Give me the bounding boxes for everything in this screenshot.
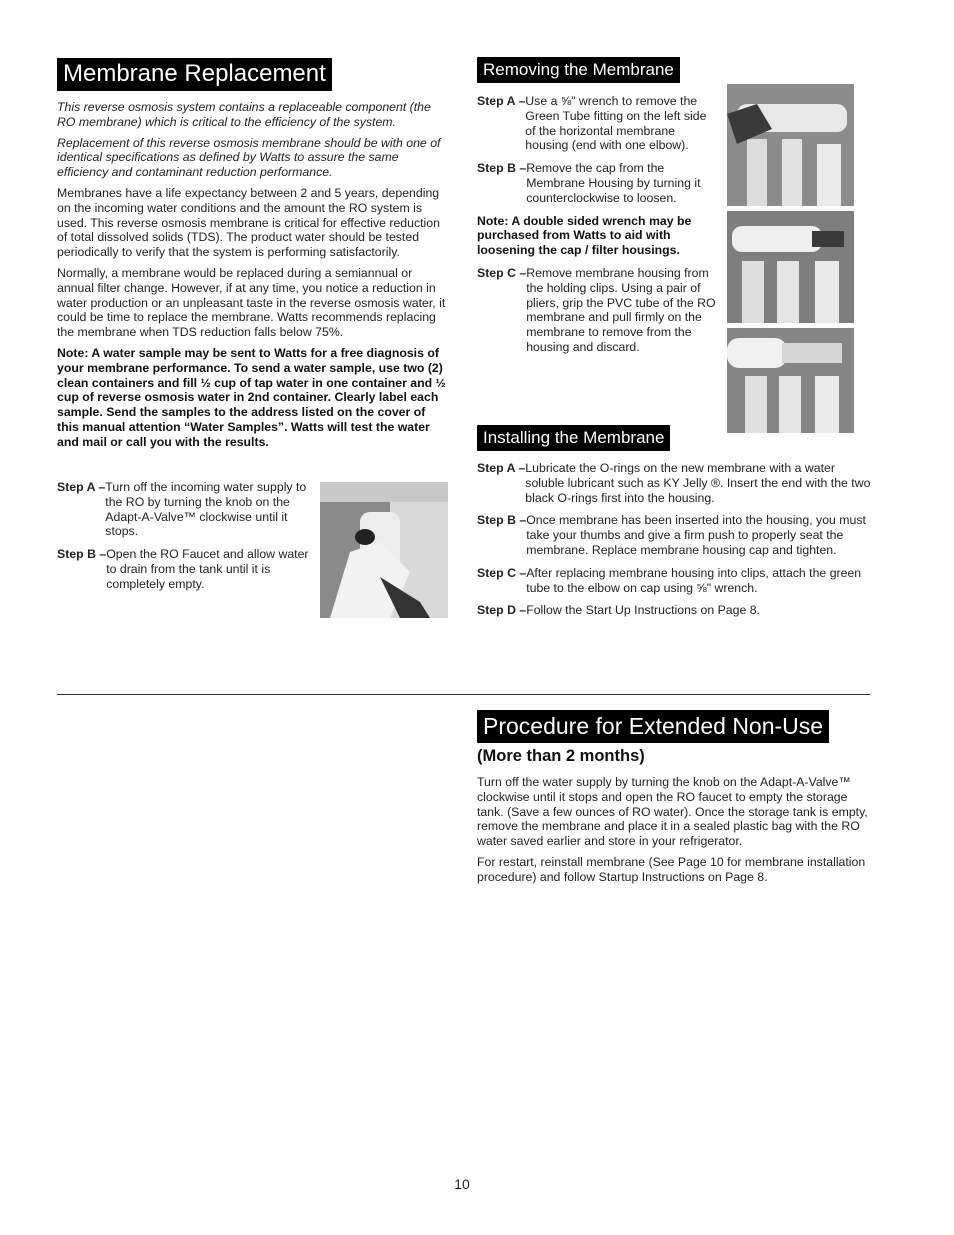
removing-membrane-title: Removing the Membrane — [477, 57, 680, 83]
step-text: Remove the cap from the Membrane Housing by turning it counterclockwise to loosen. — [526, 161, 701, 205]
extended-non-use-title: Procedure for Extended Non-Use — [477, 710, 829, 743]
shutoff-steps — [57, 480, 309, 592]
step-label: Step A – — [57, 480, 106, 494]
step-text: Remove membrane housing from the holding clips. Using a pair of pliers, grip the PVC tube of the RO membrane and pull firmly on the membrane to remove from the housing and discard. — [526, 265, 716, 354]
water-sample-note: Note: A water sample may be sent to Watts for a free diagnosis of your membrane performance. To send a water sample, use two (2) clean containers and fill ½ cup of tap water in one container and ½ cup of reverse osmosis water in 2nd container. Clearly label each sample. Send the samples to the address listed on the cover of this manual attention “Water Samples”. Watts will test the water and mail or call you with the results. — [57, 345, 446, 449]
step-label: Step B – — [477, 161, 527, 176]
installing-step-b — [477, 513, 872, 557]
section-divider — [57, 694, 870, 695]
removing-photo-1 — [727, 84, 854, 206]
removing-photo-2 — [727, 211, 854, 323]
non-use-paragraph-2: For restart, reinstall membrane (See Page 10 for membrane installation procedure) and follow Startup Instructions on Page 8. — [477, 854, 866, 884]
step-text: Open the RO Faucet and allow water to drain from the tank until it is completely empty. — [106, 547, 309, 591]
non-use-paragraph-1: Turn off the water supply by turning the knob on the Adapt-A-Valve™ clockwise until it stops and open the RO faucet to empty the storage tank. (Save a few ounces of RO water). Once the storage tank is empty, remove the membrane and place it in a sealed plastic bag with the RO water saved earlier and store in your refrigerator. — [477, 775, 868, 849]
page-number: 10 — [454, 1176, 470, 1192]
step-label: Step A – — [477, 94, 526, 108]
installing-membrane-title: Installing the Membrane — [477, 425, 670, 451]
step-label: Step D – — [477, 603, 527, 618]
step-text: Once membrane has been inserted into the housing, you must take your thumbs and give a firm push to properly seat the membrane. Replace membrane housing cap and tighten. — [526, 513, 866, 557]
installing-step-d — [477, 603, 872, 618]
step-label: Step C – — [477, 265, 527, 280]
replacement-timing-paragraph: Normally, a membrane would be replaced during a semiannual or annual filter change. However, if at any time, you notice a reduction in water production or an unpleasant taste in the reverse osmosis water, it could be time to replace the membrane. Watts recommends replacing the membrane when TDS reduction falls below 75%. — [57, 265, 446, 340]
step-text: Follow the Start Up Instructions on Page 8. — [526, 603, 760, 618]
step-text: Turn off the incoming water supply to the RO by turning the knob on the Adapt-A-Valve™ clockwise until it stops. — [105, 480, 307, 539]
intro-italic-1: This reverse osmosis system contains a replaceable component (the RO membrane) which is critical to the efficiency of the system. — [57, 100, 431, 129]
non-use-body — [477, 775, 872, 885]
step-text: Lubricate the O-rings on the new membrane with a water soluble lubricant such as KY Jelly ®. Insert the end with the two black O-rings first into the housing. — [525, 461, 871, 505]
removing-photo-3 — [727, 328, 854, 433]
shutoff-step-b — [57, 547, 309, 591]
step-label: Step C – — [477, 565, 527, 580]
shutoff-step-a — [57, 480, 309, 539]
removing-step-a — [477, 94, 717, 153]
step-label: Step B – — [57, 547, 107, 562]
installing-step-c — [477, 566, 872, 596]
step-text: After replacing membrane housing into clips, attach the green tube to the elbow on cap using ⅝" wrench. — [526, 565, 862, 595]
step-label: Step B – — [477, 513, 527, 528]
removing-step-b — [477, 161, 717, 205]
wrench-note: Note: A double sided wrench may be purchased from Watts to aid with loosening the cap / filter housings. — [477, 213, 692, 258]
intro-italic-2: Replacement of this reverse osmosis membrane should be with one of identical specifications as defined by Watts to assure the same efficiency and contaminant reduction performance. — [57, 135, 441, 180]
valve-photo — [320, 482, 448, 618]
removing-step-c — [477, 266, 717, 355]
membrane-replacement-body — [57, 100, 449, 450]
non-use-subtitle: (More than 2 months) — [477, 747, 645, 765]
installing-steps — [477, 461, 872, 618]
membrane-replacement-title: Membrane Replacement — [57, 58, 332, 91]
installing-step-a — [477, 461, 872, 505]
life-expectancy-paragraph: Membranes have a life expectancy between 2 and 5 years, depending on the incoming water conditions and the amount the RO system is used. This reverse osmosis membrane is critical for effective reduction of total dissolved solids (TDS). The product water should be tested periodically to verify that the system is performing satisfactorily. — [57, 185, 440, 260]
step-label: Step A – — [477, 461, 526, 475]
removing-steps — [477, 94, 717, 355]
step-text: Use a ⅝" wrench to remove the Green Tube fitting on the left side of the horizontal membrane housing (end with one elbow). — [525, 94, 707, 153]
